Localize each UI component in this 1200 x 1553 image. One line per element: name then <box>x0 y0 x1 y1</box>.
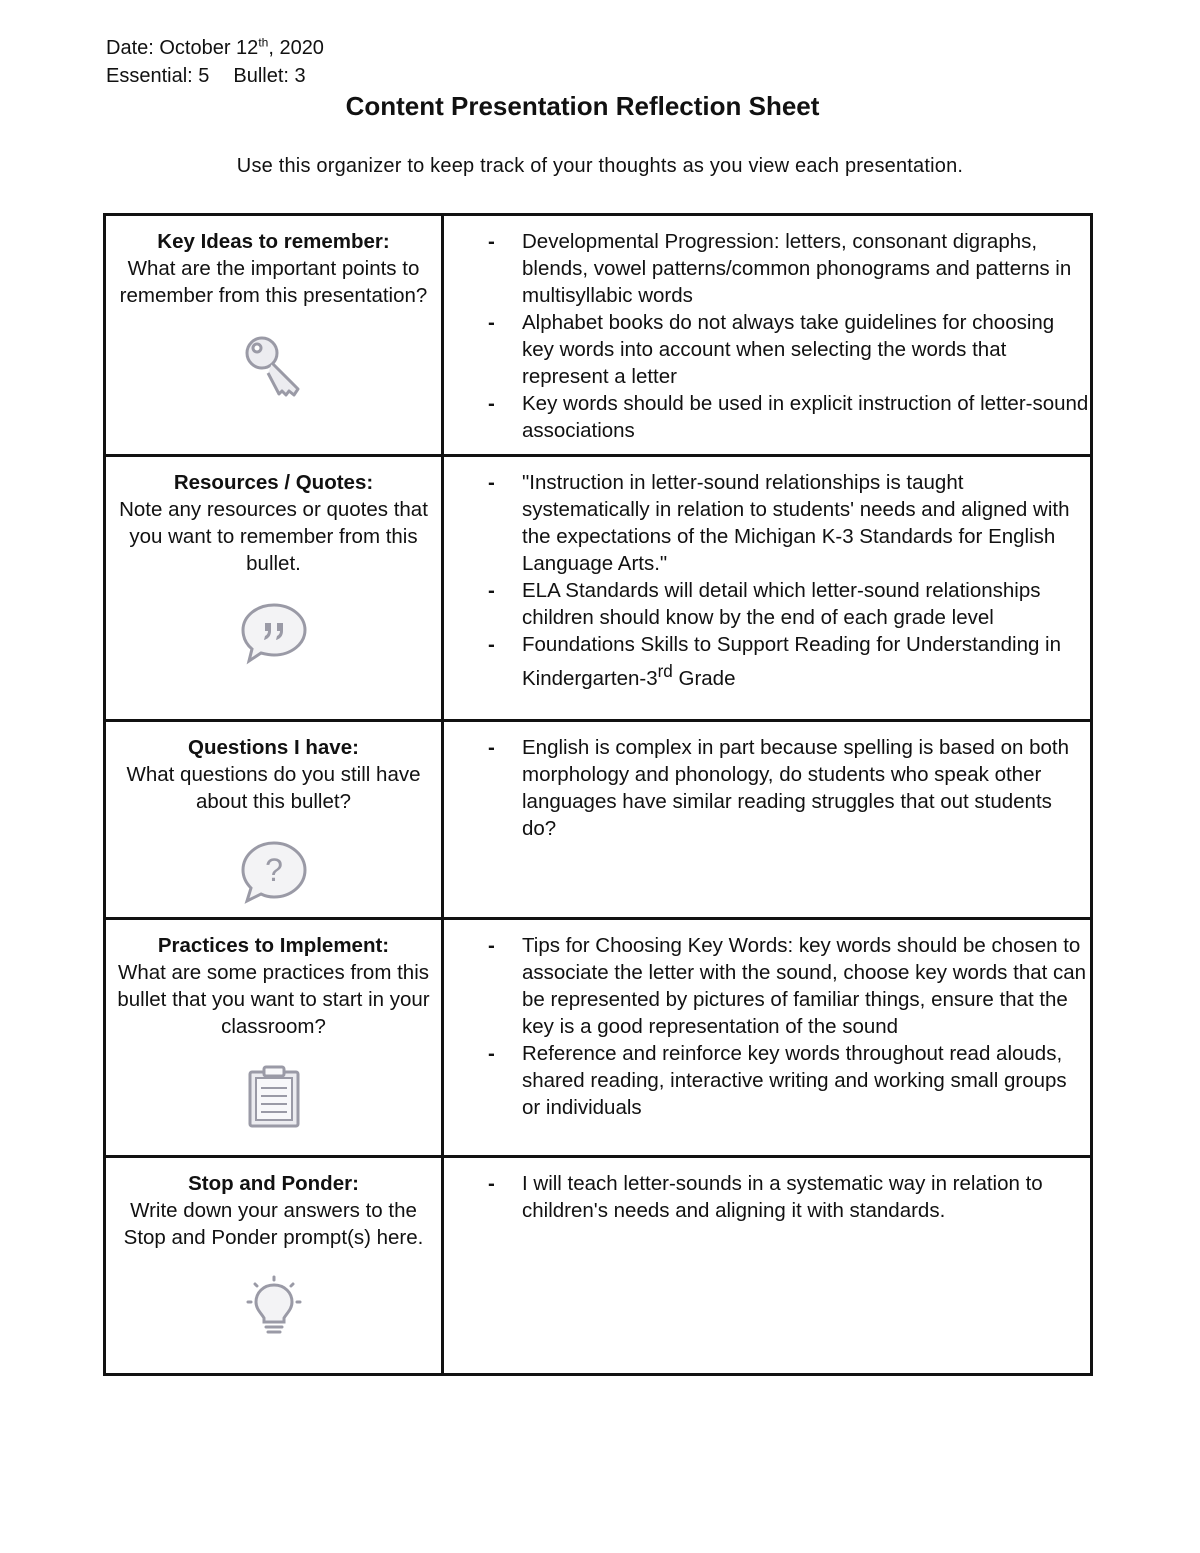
stop-ponder-label-cell <box>105 1157 443 1375</box>
key-ideas-notes-cell <box>443 215 1092 456</box>
reflection-table <box>103 213 1093 1376</box>
questions-notes-cell <box>443 721 1092 919</box>
svg-text:?: ? <box>264 852 283 888</box>
list-item: - ELA Standards will detail which letter-sound relationships children should know by the end of each grade level <box>444 577 1090 631</box>
row-practices <box>105 919 1092 1157</box>
list-item: - I will teach letter-sounds in a systematic way in relation to children's needs and aligning it with standards. <box>444 1170 1090 1224</box>
row-resources-quotes <box>105 456 1092 721</box>
document-header <box>106 34 324 90</box>
row-key-ideas <box>105 215 1092 456</box>
date-line: Date: October 12th, 2020 <box>106 35 324 59</box>
stop-ponder-prompt: Write down your answers to the Stop and Ponder prompt(s) here. <box>123 1199 424 1249</box>
quote-bubble-icon <box>239 601 309 665</box>
practices-label-cell <box>105 919 443 1157</box>
list-item: - Foundations Skills to Support Reading for Understanding in Kindergarten-3rd Grade <box>444 631 1090 692</box>
list-item: - Key words should be used in explicit instruction of letter-sound associations <box>444 390 1090 444</box>
clipboard-icon <box>244 1064 304 1130</box>
key-icon <box>242 333 306 399</box>
list-item: - Alphabet books do not always take guidelines for choosing key words into account when selecting the words that represent a letter <box>444 309 1090 390</box>
lightbulb-icon <box>242 1275 306 1337</box>
row-stop-ponder <box>105 1157 1092 1375</box>
practices-prompt: What are some practices from this bullet that you want to start in your classroom? <box>117 961 430 1038</box>
practices-notes-cell <box>443 919 1092 1157</box>
resources-label-cell <box>105 456 443 721</box>
practices-label: Practices to Implement: <box>157 934 390 957</box>
essential-bullet-line <box>106 62 324 90</box>
list-item: - "Instruction in letter-sound relationships is taught systematically in relation to students' needs and aligned with the expectations of the Michigan K-3 Standards for English Language Arts." <box>444 469 1090 577</box>
bullet-label: Bullet: 3 <box>233 65 306 87</box>
list-item: - English is complex in part because spelling is based on both morphology and phonology, do students who speak other languages have similar reading struggles that out students do? <box>444 734 1090 842</box>
list-item: - Reference and reinforce key words throughout read alouds, shared reading, interactive writing and working small groups or individuals <box>444 1040 1090 1121</box>
questions-label: Questions I have: <box>188 736 359 759</box>
stop-ponder-notes-cell <box>443 1157 1092 1375</box>
page-title: Content Presentation Reflection Sheet <box>345 91 820 121</box>
resources-prompt: Note any resources or quotes that you want to remember from this bullet. <box>119 498 428 575</box>
questions-label-cell <box>105 721 443 919</box>
essential-label: Essential: 5 <box>106 65 210 87</box>
row-questions <box>105 721 1092 919</box>
resources-notes-cell <box>443 456 1092 721</box>
resources-label: Resources / Quotes: <box>173 471 374 494</box>
instructions: Use this organizer to keep track of your thoughts as you view each presentation. <box>236 155 964 177</box>
list-item: - Tips for Choosing Key Words: key words should be chosen to associate the letter with the sound, choose key words that can be represented by pictures of familiar things, ensure that the key is a good representation of the sound <box>444 932 1090 1040</box>
key-ideas-label: Key Ideas to remember: <box>157 230 390 253</box>
list-item: - Developmental Progression: letters, consonant digraphs, blends, vowel patterns/common phonograms and patterns in multisyllabic words <box>444 228 1090 309</box>
key-ideas-label-cell <box>105 215 443 456</box>
stop-ponder-label: Stop and Ponder: <box>188 1172 359 1195</box>
questions-prompt: What questions do you still have about this bullet? <box>126 763 421 813</box>
question-bubble-icon <box>239 839 309 905</box>
key-ideas-prompt: What are the important points to remember from this presentation? <box>119 257 428 307</box>
